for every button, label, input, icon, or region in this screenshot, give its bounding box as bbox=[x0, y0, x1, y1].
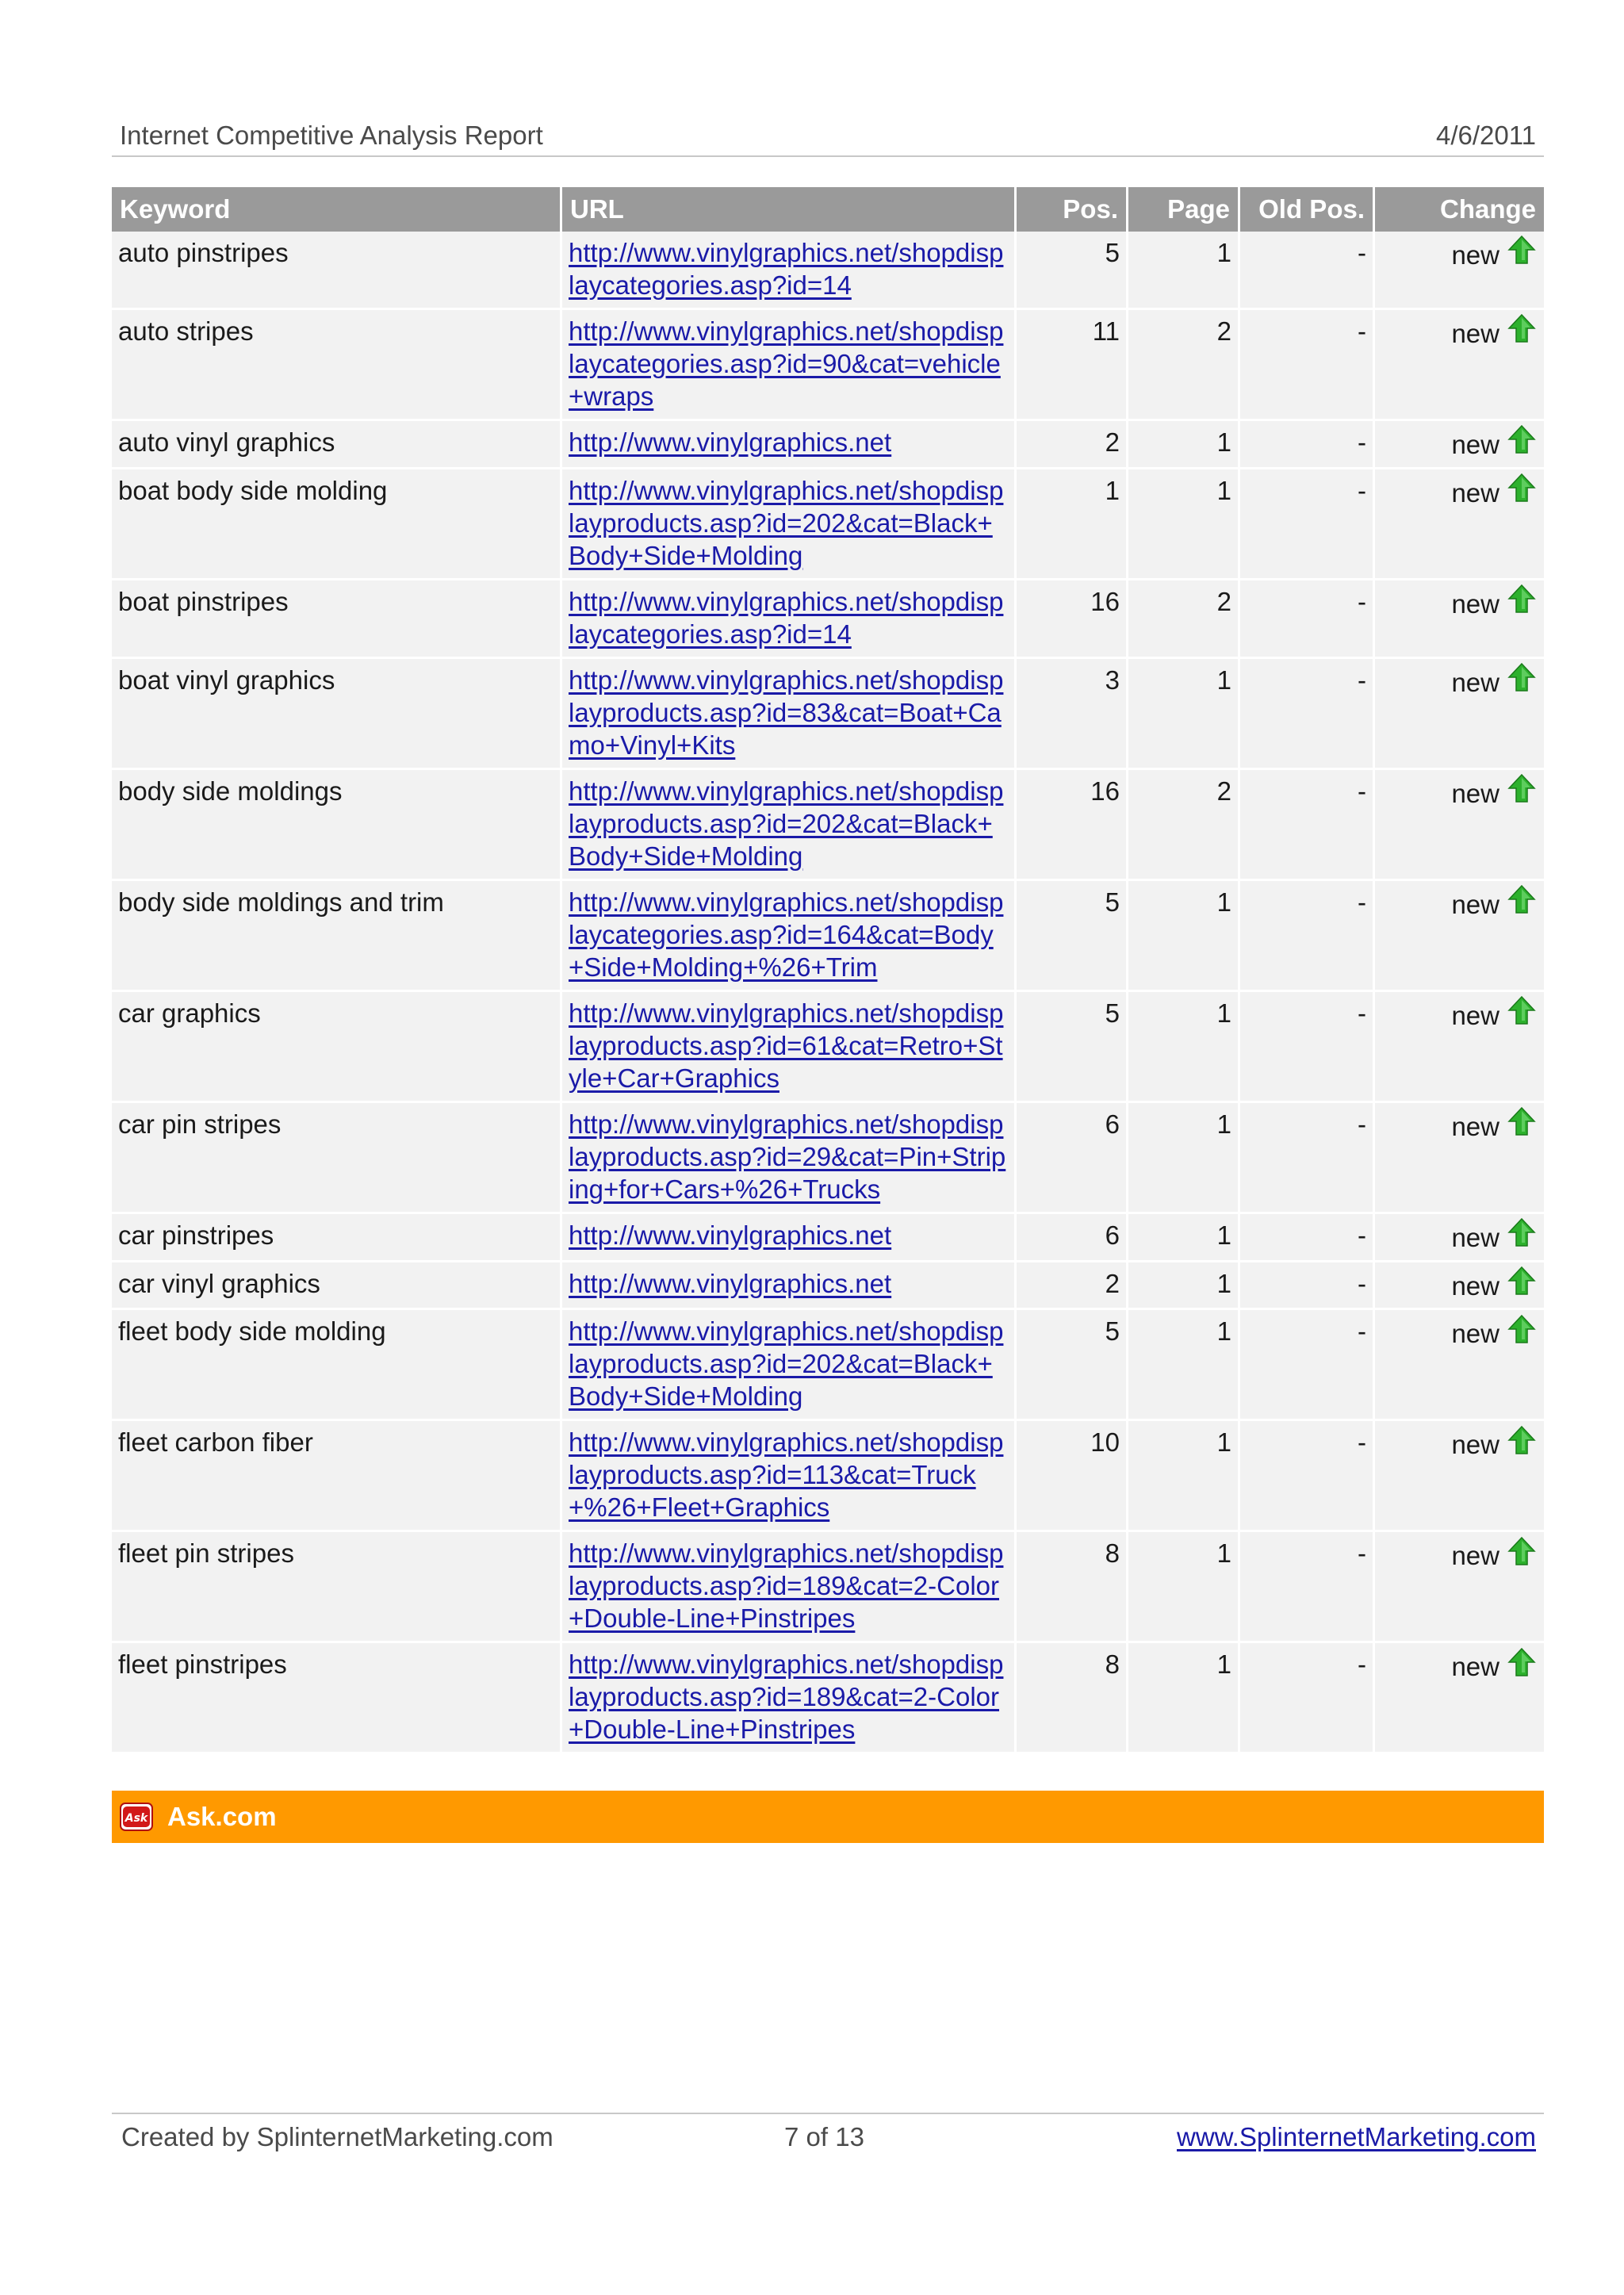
position-cell: 11 bbox=[1017, 310, 1128, 421]
keyword-cell: body side moldings bbox=[112, 770, 562, 881]
change-label: new bbox=[1451, 889, 1500, 919]
table-row bbox=[112, 580, 1544, 659]
old-position-cell: - bbox=[1240, 1310, 1375, 1421]
green-up-arrow-icon bbox=[1500, 1220, 1538, 1250]
old-position-cell: - bbox=[1240, 770, 1375, 881]
position-cell: 5 bbox=[1017, 881, 1128, 992]
old-position-cell: - bbox=[1240, 469, 1375, 580]
change-cell bbox=[1375, 421, 1544, 469]
page-cell: 1 bbox=[1128, 881, 1240, 992]
green-up-arrow-icon bbox=[1500, 1427, 1538, 1457]
table-row bbox=[112, 1310, 1544, 1421]
table-row bbox=[112, 1103, 1544, 1214]
change-label: new bbox=[1451, 429, 1500, 459]
position-cell: 6 bbox=[1017, 1214, 1128, 1262]
old-position-cell: - bbox=[1240, 659, 1375, 770]
table-row bbox=[112, 881, 1544, 992]
change-label: new bbox=[1451, 1111, 1500, 1141]
green-up-arrow-icon bbox=[1500, 587, 1538, 616]
old-position-cell: - bbox=[1240, 1214, 1375, 1262]
page-cell: 1 bbox=[1128, 1643, 1240, 1754]
url-cell bbox=[562, 580, 1017, 659]
change-label: new bbox=[1451, 239, 1500, 270]
old-position-cell: - bbox=[1240, 421, 1375, 469]
old-position-cell: - bbox=[1240, 1103, 1375, 1214]
footer-created-by: Created by SplinternetMarketing.com bbox=[121, 2122, 553, 2151]
keyword-cell: car vinyl graphics bbox=[112, 1262, 562, 1311]
position-cell: 2 bbox=[1017, 1262, 1128, 1311]
page-header bbox=[112, 116, 1544, 157]
change-cell bbox=[1375, 1103, 1544, 1214]
ranking-url-link[interactable]: http://www.vinylgraphics.net/shopdisplayproducts.asp?id=83&cat=Boat+Camo+Vinyl+Kits bbox=[569, 665, 1004, 760]
ranking-url-link[interactable]: http://www.vinylgraphics.net/shopdisplayproducts.asp?id=113&cat=Truck+%26+Fleet+Graphics bbox=[569, 1427, 1004, 1523]
column-header-page: Page bbox=[1128, 187, 1240, 232]
table-row bbox=[112, 421, 1544, 469]
change-cell bbox=[1375, 1532, 1544, 1643]
position-cell: 10 bbox=[1017, 1421, 1128, 1532]
table-row bbox=[112, 1262, 1544, 1311]
change-cell bbox=[1375, 659, 1544, 770]
keyword-cell: fleet pin stripes bbox=[112, 1532, 562, 1643]
page-cell: 1 bbox=[1128, 469, 1240, 580]
position-cell: 6 bbox=[1017, 1103, 1128, 1214]
change-cell bbox=[1375, 992, 1544, 1103]
page-footer bbox=[112, 2113, 1544, 2160]
ranking-url-link[interactable]: http://www.vinylgraphics.net/shopdisplaycategories.asp?id=14 bbox=[569, 586, 1004, 649]
page-cell: 2 bbox=[1128, 310, 1240, 421]
url-cell bbox=[562, 310, 1017, 421]
old-position-cell: - bbox=[1240, 580, 1375, 659]
green-up-arrow-icon bbox=[1500, 776, 1538, 806]
old-position-cell: - bbox=[1240, 992, 1375, 1103]
url-cell bbox=[562, 1103, 1017, 1214]
table-header-row bbox=[112, 187, 1544, 232]
position-cell: 16 bbox=[1017, 580, 1128, 659]
keyword-cell: fleet carbon fiber bbox=[112, 1421, 562, 1532]
green-up-arrow-icon bbox=[1500, 1269, 1538, 1298]
green-up-arrow-icon bbox=[1500, 238, 1538, 267]
url-cell bbox=[562, 659, 1017, 770]
green-up-arrow-icon bbox=[1500, 1538, 1538, 1568]
change-label: new bbox=[1451, 1430, 1500, 1460]
ranking-url-link[interactable]: http://www.vinylgraphics.net/shopdisplayproducts.asp?id=189&cat=2-Color+Double-Line+Pinstripes bbox=[569, 1649, 1004, 1745]
page-cell: 1 bbox=[1128, 1214, 1240, 1262]
position-cell: 5 bbox=[1017, 1310, 1128, 1421]
change-cell bbox=[1375, 580, 1544, 659]
position-cell: 1 bbox=[1017, 469, 1128, 580]
ask-logo-icon bbox=[120, 1800, 153, 1833]
position-cell: 8 bbox=[1017, 1532, 1128, 1643]
change-cell bbox=[1375, 770, 1544, 881]
position-cell: 2 bbox=[1017, 421, 1128, 469]
change-cell bbox=[1375, 1214, 1544, 1262]
table-row bbox=[112, 232, 1544, 310]
keyword-cell: car pinstripes bbox=[112, 1214, 562, 1262]
ranking-url-link[interactable]: http://www.vinylgraphics.net/shopdisplaycategories.asp?id=90&cat=vehicle+wraps bbox=[569, 316, 1004, 411]
column-header-change: Change bbox=[1375, 187, 1544, 232]
url-cell bbox=[562, 1310, 1017, 1421]
keyword-cell: boat vinyl graphics bbox=[112, 659, 562, 770]
green-up-arrow-icon bbox=[1500, 1109, 1538, 1139]
change-label: new bbox=[1451, 1541, 1500, 1571]
green-up-arrow-icon bbox=[1500, 665, 1538, 695]
search-engine-section-bar bbox=[112, 1791, 1544, 1843]
ranking-url-link[interactable]: http://www.vinylgraphics.net/shopdisplayproducts.asp?id=202&cat=Black+Body+Side+Molding bbox=[569, 475, 1004, 570]
url-cell bbox=[562, 1532, 1017, 1643]
table-row bbox=[112, 1643, 1544, 1754]
change-label: new bbox=[1451, 1270, 1500, 1301]
search-engine-label: Ask.com bbox=[167, 1802, 277, 1831]
keyword-cell: car graphics bbox=[112, 992, 562, 1103]
table-row bbox=[112, 1421, 1544, 1532]
table-row bbox=[112, 1214, 1544, 1262]
page-cell: 1 bbox=[1128, 1310, 1240, 1421]
page-cell: 1 bbox=[1128, 1421, 1240, 1532]
change-cell bbox=[1375, 1421, 1544, 1532]
old-position-cell: - bbox=[1240, 1643, 1375, 1754]
url-cell bbox=[562, 1214, 1017, 1262]
footer-website-link[interactable]: www.SplinternetMarketing.com bbox=[1176, 2122, 1536, 2151]
change-label: new bbox=[1451, 778, 1500, 808]
ranking-url-link[interactable]: http://www.vinylgraphics.net bbox=[569, 1220, 892, 1250]
keyword-cell: auto pinstripes bbox=[112, 232, 562, 310]
position-cell: 8 bbox=[1017, 1643, 1128, 1754]
change-label: new bbox=[1451, 1319, 1500, 1349]
green-up-arrow-icon bbox=[1500, 887, 1538, 917]
report-title: Internet Competitive Analysis Report bbox=[120, 121, 543, 150]
keyword-cell: body side moldings and trim bbox=[112, 881, 562, 992]
old-position-cell: - bbox=[1240, 232, 1375, 310]
position-cell: 16 bbox=[1017, 770, 1128, 881]
table-row bbox=[112, 659, 1544, 770]
change-label: new bbox=[1451, 1000, 1500, 1030]
keyword-cell: car pin stripes bbox=[112, 1103, 562, 1214]
change-cell bbox=[1375, 1643, 1544, 1754]
change-label: new bbox=[1451, 477, 1500, 508]
green-up-arrow-icon bbox=[1500, 1649, 1538, 1679]
position-cell: 5 bbox=[1017, 232, 1128, 310]
url-cell bbox=[562, 881, 1017, 992]
page-cell: 1 bbox=[1128, 1532, 1240, 1643]
page-number: 7 of 13 bbox=[784, 2122, 864, 2151]
change-cell bbox=[1375, 1310, 1544, 1421]
ranking-url-link[interactable]: http://www.vinylgraphics.net/shopdisplayproducts.asp?id=202&cat=Black+Body+Side+Molding bbox=[569, 776, 1004, 871]
keyword-cell: fleet pinstripes bbox=[112, 1643, 562, 1754]
report-date: 4/6/2011 bbox=[1435, 121, 1536, 150]
column-header-keyword: Keyword bbox=[112, 187, 562, 232]
position-cell: 5 bbox=[1017, 992, 1128, 1103]
table-row bbox=[112, 469, 1544, 580]
green-up-arrow-icon bbox=[1500, 316, 1538, 346]
table-row bbox=[112, 1532, 1544, 1643]
page-cell: 1 bbox=[1128, 421, 1240, 469]
change-label: new bbox=[1451, 1222, 1500, 1252]
table-row bbox=[112, 992, 1544, 1103]
keyword-cell: auto stripes bbox=[112, 310, 562, 421]
table-row bbox=[112, 770, 1544, 881]
column-header-pos: Pos. bbox=[1017, 187, 1128, 232]
page-cell: 2 bbox=[1128, 580, 1240, 659]
keyword-cell: boat body side molding bbox=[112, 469, 562, 580]
url-cell bbox=[562, 992, 1017, 1103]
green-up-arrow-icon bbox=[1500, 1316, 1538, 1346]
page-cell: 1 bbox=[1128, 659, 1240, 770]
ranking-url-link[interactable]: http://www.vinylgraphics.net/shopdisplayproducts.asp?id=202&cat=Black+Body+Side+Molding bbox=[569, 1316, 1004, 1412]
old-position-cell: - bbox=[1240, 1421, 1375, 1532]
url-cell bbox=[562, 770, 1017, 881]
ranking-url-link[interactable]: http://www.vinylgraphics.net/shopdisplayproducts.asp?id=189&cat=2-Color+Double-Line+Pinstripes bbox=[569, 1538, 1004, 1634]
url-cell bbox=[562, 1643, 1017, 1754]
page-cell: 2 bbox=[1128, 770, 1240, 881]
change-cell bbox=[1375, 881, 1544, 992]
keyword-cell: boat pinstripes bbox=[112, 580, 562, 659]
keyword-cell: fleet body side molding bbox=[112, 1310, 562, 1421]
keyword-cell: auto vinyl graphics bbox=[112, 421, 562, 469]
green-up-arrow-icon bbox=[1500, 998, 1538, 1028]
page-cell: 1 bbox=[1128, 992, 1240, 1103]
ranking-url-link[interactable]: http://www.vinylgraphics.net bbox=[569, 1268, 892, 1298]
page-cell: 1 bbox=[1128, 232, 1240, 310]
old-position-cell: - bbox=[1240, 1532, 1375, 1643]
ranking-url-link[interactable]: http://www.vinylgraphics.net bbox=[569, 427, 892, 457]
old-position-cell: - bbox=[1240, 881, 1375, 992]
green-up-arrow-icon bbox=[1500, 476, 1538, 505]
green-up-arrow-icon bbox=[1500, 427, 1538, 457]
keyword-ranking-table bbox=[112, 187, 1544, 1754]
ranking-url-link[interactable]: http://www.vinylgraphics.net/shopdisplaycategories.asp?id=14 bbox=[569, 238, 1004, 300]
change-label: new bbox=[1451, 1652, 1500, 1682]
old-position-cell: - bbox=[1240, 1262, 1375, 1311]
svg-text:Ask: Ask bbox=[124, 1812, 148, 1825]
change-label: new bbox=[1451, 588, 1500, 619]
url-cell bbox=[562, 1262, 1017, 1311]
change-cell bbox=[1375, 1262, 1544, 1311]
change-cell bbox=[1375, 310, 1544, 421]
page-cell: 1 bbox=[1128, 1103, 1240, 1214]
url-cell bbox=[562, 232, 1017, 310]
ranking-url-link[interactable]: http://www.vinylgraphics.net/shopdisplayproducts.asp?id=61&cat=Retro+Style+Car+Graphics bbox=[569, 998, 1004, 1093]
url-cell bbox=[562, 421, 1017, 469]
change-cell bbox=[1375, 232, 1544, 310]
ranking-url-link[interactable]: http://www.vinylgraphics.net/shopdisplaycategories.asp?id=164&cat=Body+Side+Molding+%26+Trim bbox=[569, 887, 1004, 982]
change-label: new bbox=[1451, 318, 1500, 348]
url-cell bbox=[562, 1421, 1017, 1532]
old-position-cell: - bbox=[1240, 310, 1375, 421]
column-header-url: URL bbox=[562, 187, 1017, 232]
url-cell bbox=[562, 469, 1017, 580]
table-row bbox=[112, 310, 1544, 421]
change-label: new bbox=[1451, 667, 1500, 697]
change-cell bbox=[1375, 469, 1544, 580]
page-cell: 1 bbox=[1128, 1262, 1240, 1311]
column-header-old-pos: Old Pos. bbox=[1240, 187, 1375, 232]
ranking-url-link[interactable]: http://www.vinylgraphics.net/shopdisplayproducts.asp?id=29&cat=Pin+Striping+for+Cars+%26+Trucks bbox=[569, 1109, 1006, 1204]
position-cell: 3 bbox=[1017, 659, 1128, 770]
